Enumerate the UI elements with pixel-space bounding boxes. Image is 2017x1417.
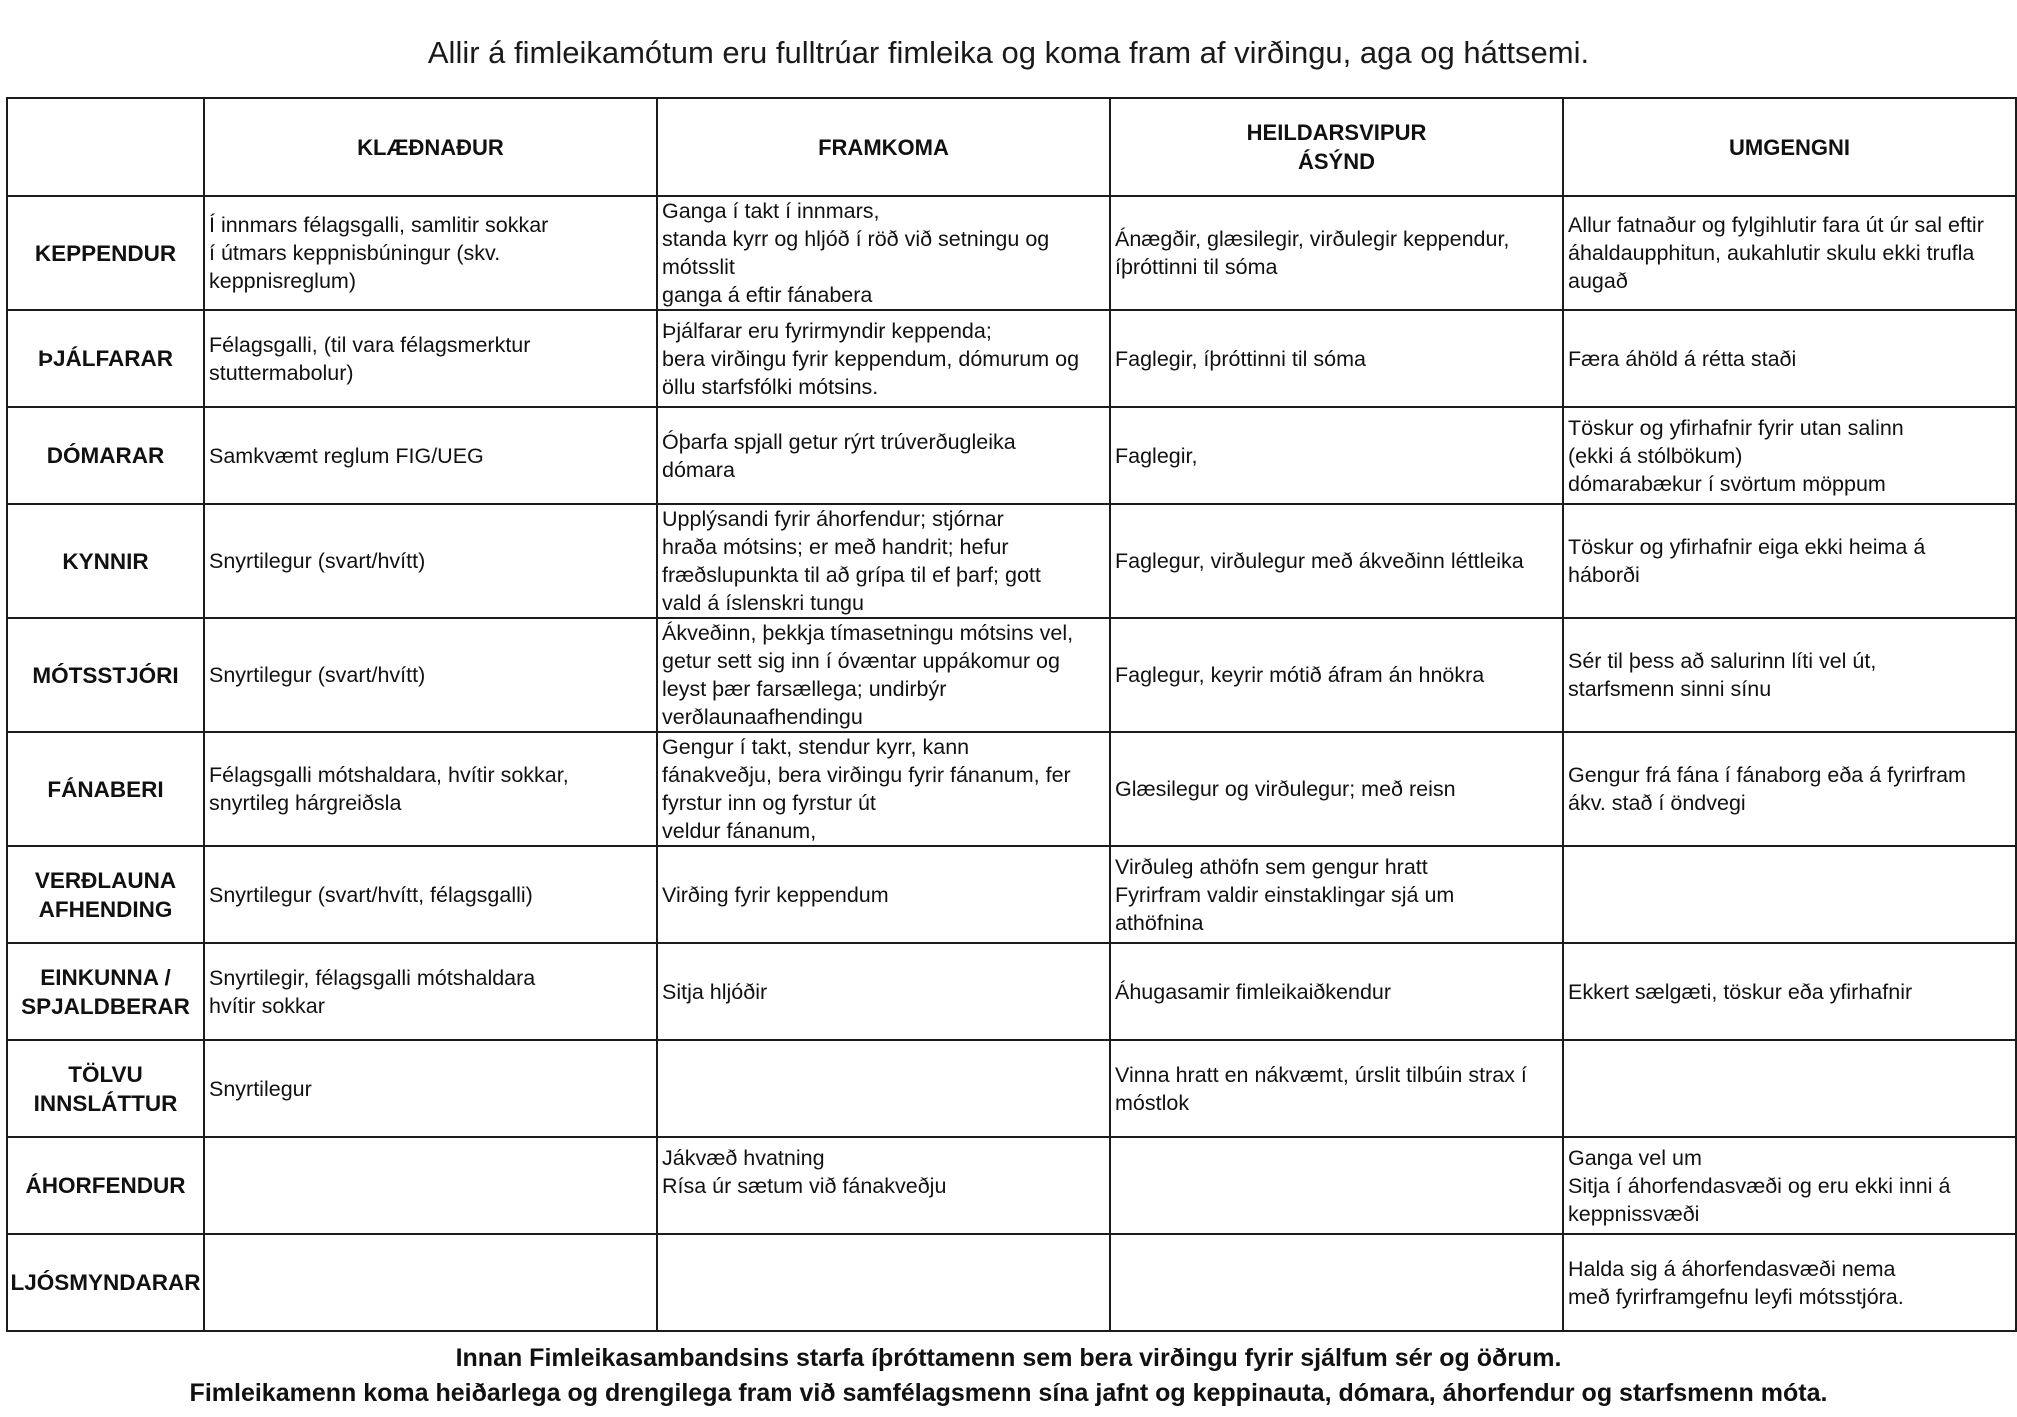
table-cell: Halda sig á áhorfendasvæði nema með fyrirframgefnu leyfi mótsstjóra. bbox=[1563, 1234, 2016, 1331]
row-label-fanaberi: FÁNABERI bbox=[7, 732, 204, 846]
row-label-domarar: DÓMARAR bbox=[7, 407, 204, 504]
table-cell bbox=[657, 1040, 1110, 1137]
table-cell: Ganga í takt í innmars, standa kyrr og hljóð í röð við setningu og mótsslit ganga á eftir fánabera bbox=[657, 196, 1110, 310]
row-label-ljosmyndarar: LJÓSMYNDARAR bbox=[7, 1234, 204, 1331]
table-cell: Töskur og yfirhafnir fyrir utan salinn (ekki á stólbökum) dómarabækur í svörtum möppum bbox=[1563, 407, 2016, 504]
table-cell bbox=[1110, 1137, 1563, 1234]
table-cell: Í innmars félagsgalli, samlitir sokkar í útmars keppnisbúningur (skv. keppnisreglum) bbox=[204, 196, 657, 310]
row-label-kynnir: KYNNIR bbox=[7, 504, 204, 618]
table-row bbox=[7, 407, 2016, 504]
table-row bbox=[7, 196, 2016, 310]
table-cell: Faglegir, íþróttinni til sóma bbox=[1110, 310, 1563, 407]
row-label-einkunna-spjaldberar: EINKUNNA / SPJALDBERAR bbox=[7, 943, 204, 1040]
header-umgengni: UMGENGNI bbox=[1563, 98, 2016, 196]
table-cell: Þjálfarar eru fyrirmyndir keppenda; bera virðingu fyrir keppendum, dómurum og öllu starfsfólki mótsins. bbox=[657, 310, 1110, 407]
table-row bbox=[7, 846, 2016, 943]
table-cell: Ganga vel um Sitja í áhorfendasvæði og eru ekki inni á keppnissvæði bbox=[1563, 1137, 2016, 1234]
row-label-keppendur: KEPPENDUR bbox=[7, 196, 204, 310]
table-cell: Samkvæmt reglum FIG/UEG bbox=[204, 407, 657, 504]
table-cell: Sitja hljóðir bbox=[657, 943, 1110, 1040]
table-row bbox=[7, 504, 2016, 618]
table-cell: Áhugasamir fimleikaiðkendur bbox=[1110, 943, 1563, 1040]
table-cell: Ánægðir, glæsilegir, virðulegir keppendur, íþróttinni til sóma bbox=[1110, 196, 1563, 310]
table-cell: Jákvæð hvatning Rísa úr sætum við fánakveðju bbox=[657, 1137, 1110, 1234]
table-cell: Félagsgalli mótshaldara, hvítir sokkar, snyrtileg hárgreiðsla bbox=[204, 732, 657, 846]
table-cell: Félagsgalli, (til vara félagsmerktur stuttermabolur) bbox=[204, 310, 657, 407]
table-cell: Faglegir, bbox=[1110, 407, 1563, 504]
table-cell: Gengur frá fána í fánaborg eða á fyrirfram ákv. stað í öndvegi bbox=[1563, 732, 2016, 846]
table-row bbox=[7, 943, 2016, 1040]
table-cell bbox=[204, 1234, 657, 1331]
header-row bbox=[7, 98, 2016, 196]
table-row bbox=[7, 732, 2016, 846]
table-cell bbox=[204, 1137, 657, 1234]
table-cell: Snyrtilegur (svart/hvítt) bbox=[204, 618, 657, 732]
table-cell: Snyrtilegur (svart/hvítt, félagsgalli) bbox=[204, 846, 657, 943]
page-title: Allir á fimleikamótum eru fulltrúar fimleika og koma fram af virðingu, aga og háttsemi. bbox=[427, 35, 1590, 70]
conduct-table bbox=[6, 97, 2017, 1332]
header-klaednadur: KLÆÐNAÐUR bbox=[204, 98, 657, 196]
table-row bbox=[7, 1234, 2016, 1331]
table-cell: Faglegur, keyrir mótið áfram án hnökra bbox=[1110, 618, 1563, 732]
table-cell bbox=[1563, 846, 2016, 943]
table-cell: Ekkert sælgæti, töskur eða yfirhafnir bbox=[1563, 943, 2016, 1040]
table-cell: Óþarfa spjall getur rýrt trúverðugleika dómara bbox=[657, 407, 1110, 504]
table-cell: Virðuleg athöfn sem gengur hratt Fyrirfram valdir einstaklingar sjá um athöfnina bbox=[1110, 846, 1563, 943]
table-cell: Gengur í takt, stendur kyrr, kann fánakveðju, bera virðingu fyrir fánanum, fer fyrstur inn og fyrstur út veldur fánanum, bbox=[657, 732, 1110, 846]
table-row bbox=[7, 618, 2016, 732]
table-cell: Töskur og yfirhafnir eiga ekki heima á háborði bbox=[1563, 504, 2016, 618]
table-cell: Faglegur, virðulegur með ákveðinn léttleika bbox=[1110, 504, 1563, 618]
table-cell: Snyrtilegir, félagsgalli mótshaldara hvítir sokkar bbox=[204, 943, 657, 1040]
header-framkoma: FRAMKOMA bbox=[657, 98, 1110, 196]
table-cell: Færa áhöld á rétta staði bbox=[1563, 310, 2016, 407]
row-label-tolvu-innslattur: TÖLVU INNSLÁTTUR bbox=[7, 1040, 204, 1137]
table-cell bbox=[1110, 1234, 1563, 1331]
table-cell: Vinna hratt en nákvæmt, úrslit tilbúin strax í móstlok bbox=[1110, 1040, 1563, 1137]
table-cell: Sér til þess að salurinn líti vel út, starfsmenn sinni sínu bbox=[1563, 618, 2016, 732]
table-cell: Allur fatnaður og fylgihlutir fara út úr sal eftir áhaldaupphitun, aukahlutir skulu ekki trufla augað bbox=[1563, 196, 2016, 310]
footer-line-2: Fimleikamenn koma heiðarlega og drengilega fram við samfélagsmenn sína jafnt og keppinauta, dómara, áhorfendur og starfsmenn móta. bbox=[189, 1379, 1828, 1407]
row-label-ahorfendur: ÁHORFENDUR bbox=[7, 1137, 204, 1234]
row-label-motsstjori: MÓTSSTJÓRI bbox=[7, 618, 204, 732]
table-cell: Ákveðinn, þekkja tímasetningu mótsins vel, getur sett sig inn í óvæntar uppákomur og leyst þær farsællega; undirbýr verðlaunaafhendingu bbox=[657, 618, 1110, 732]
table-cell: Snyrtilegur (svart/hvítt) bbox=[204, 504, 657, 618]
table-row bbox=[7, 1137, 2016, 1234]
table-cell: Upplýsandi fyrir áhorfendur; stjórnar hraða mótsins; er með handrit; hefur fræðslupunkta til að grípa til ef þarf; gott vald á íslenskri tungu bbox=[657, 504, 1110, 618]
table-cell: Virðing fyrir keppendum bbox=[657, 846, 1110, 943]
table-cell bbox=[657, 1234, 1110, 1331]
row-label-thjalfarar: ÞJÁLFARAR bbox=[7, 310, 204, 407]
table-cell bbox=[1563, 1040, 2016, 1137]
header-corner bbox=[7, 98, 204, 196]
row-label-verdlauna-afhending: VERÐLAUNA AFHENDING bbox=[7, 846, 204, 943]
table-cell: Glæsilegur og virðulegur; með reisn bbox=[1110, 732, 1563, 846]
table-row bbox=[7, 1040, 2016, 1137]
header-heildarsvipur: HEILDARSVIPUR ÁSÝND bbox=[1110, 98, 1563, 196]
footer-line-1: Innan Fimleikasambandsins starfa íþróttamenn sem bera virðingu fyrir sjálfum sér og öðrum. bbox=[455, 1344, 1562, 1372]
table-row bbox=[7, 310, 2016, 407]
table-cell: Snyrtilegur bbox=[204, 1040, 657, 1137]
